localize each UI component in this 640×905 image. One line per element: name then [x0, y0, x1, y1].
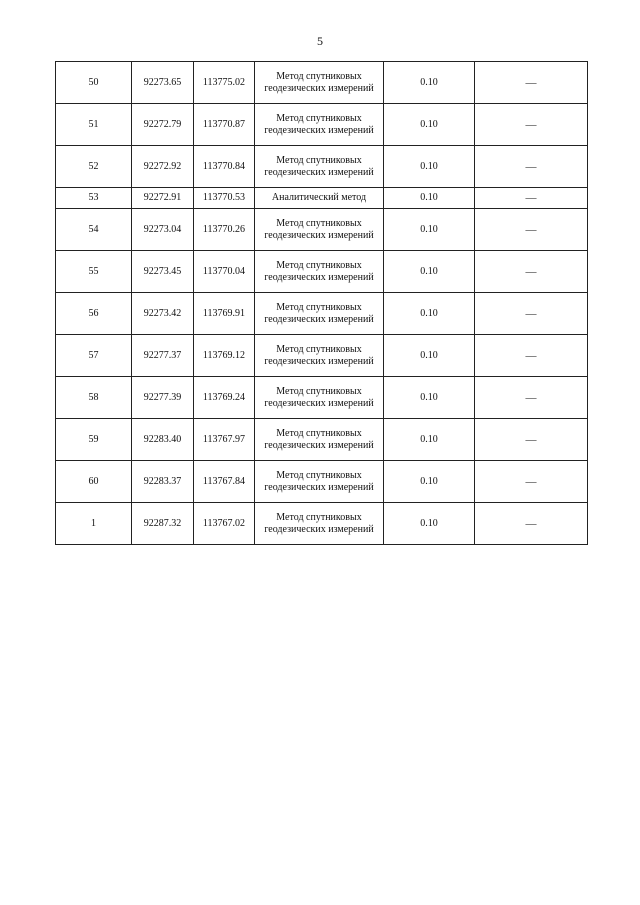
table-row: [56, 104, 588, 146]
method-cell: Метод спутниковых геодезических измерений: [255, 209, 384, 251]
method-cell: Метод спутниковых геодезических измерений: [255, 419, 384, 461]
note-cell: —: [475, 251, 588, 293]
x-coordinate-cell: 92272.92: [132, 146, 194, 188]
y-coordinate-cell: 113769.24: [194, 377, 255, 419]
point-number-cell: 51: [56, 104, 132, 146]
method-cell: Метод спутниковых геодезических измерений: [255, 503, 384, 545]
x-coordinate-cell: 92273.45: [132, 251, 194, 293]
note-cell: —: [475, 209, 588, 251]
table-row: [56, 146, 588, 188]
point-number-cell: 53: [56, 188, 132, 209]
x-coordinate-cell: 92273.04: [132, 209, 194, 251]
table-row: [56, 293, 588, 335]
point-number-cell: 56: [56, 293, 132, 335]
method-cell: Метод спутниковых геодезических измерений: [255, 104, 384, 146]
accuracy-cell: 0.10: [384, 62, 475, 104]
method-cell: Аналитический метод: [255, 188, 384, 209]
y-coordinate-cell: 113775.02: [194, 62, 255, 104]
accuracy-cell: 0.10: [384, 188, 475, 209]
point-number-cell: 57: [56, 335, 132, 377]
accuracy-cell: 0.10: [384, 209, 475, 251]
y-coordinate-cell: 113767.97: [194, 419, 255, 461]
point-number-cell: 59: [56, 419, 132, 461]
coordinates-table: [55, 61, 588, 545]
method-cell: Метод спутниковых геодезических измерений: [255, 461, 384, 503]
table-row: [56, 62, 588, 104]
y-coordinate-cell: 113770.53: [194, 188, 255, 209]
method-cell: Метод спутниковых геодезических измерений: [255, 146, 384, 188]
x-coordinate-cell: 92272.79: [132, 104, 194, 146]
table-row: [56, 251, 588, 293]
note-cell: —: [475, 503, 588, 545]
accuracy-cell: 0.10: [384, 335, 475, 377]
accuracy-cell: 0.10: [384, 104, 475, 146]
y-coordinate-cell: 113770.26: [194, 209, 255, 251]
y-coordinate-cell: 113767.84: [194, 461, 255, 503]
note-cell: —: [475, 377, 588, 419]
note-cell: —: [475, 461, 588, 503]
note-cell: —: [475, 188, 588, 209]
accuracy-cell: 0.10: [384, 293, 475, 335]
method-cell: Метод спутниковых геодезических измерений: [255, 335, 384, 377]
y-coordinate-cell: 113770.04: [194, 251, 255, 293]
note-cell: —: [475, 293, 588, 335]
accuracy-cell: 0.10: [384, 251, 475, 293]
point-number-cell: 55: [56, 251, 132, 293]
x-coordinate-cell: 92283.37: [132, 461, 194, 503]
method-cell: Метод спутниковых геодезических измерений: [255, 62, 384, 104]
method-cell: Метод спутниковых геодезических измерений: [255, 293, 384, 335]
x-coordinate-cell: 92272.91: [132, 188, 194, 209]
method-cell: Метод спутниковых геодезических измерений: [255, 251, 384, 293]
table-row: [56, 209, 588, 251]
x-coordinate-cell: 92273.65: [132, 62, 194, 104]
y-coordinate-cell: 113769.91: [194, 293, 255, 335]
table-row: [56, 335, 588, 377]
y-coordinate-cell: 113769.12: [194, 335, 255, 377]
table-row: [56, 377, 588, 419]
accuracy-cell: 0.10: [384, 377, 475, 419]
point-number-cell: 52: [56, 146, 132, 188]
x-coordinate-cell: 92273.42: [132, 293, 194, 335]
note-cell: —: [475, 104, 588, 146]
point-number-cell: 50: [56, 62, 132, 104]
accuracy-cell: 0.10: [384, 419, 475, 461]
accuracy-cell: 0.10: [384, 461, 475, 503]
point-number-cell: 1: [56, 503, 132, 545]
y-coordinate-cell: 113767.02: [194, 503, 255, 545]
point-number-cell: 60: [56, 461, 132, 503]
table-row: [56, 461, 588, 503]
accuracy-cell: 0.10: [384, 146, 475, 188]
table-row: [56, 188, 588, 209]
x-coordinate-cell: 92283.40: [132, 419, 194, 461]
note-cell: —: [475, 419, 588, 461]
y-coordinate-cell: 113770.87: [194, 104, 255, 146]
y-coordinate-cell: 113770.84: [194, 146, 255, 188]
accuracy-cell: 0.10: [384, 503, 475, 545]
point-number-cell: 54: [56, 209, 132, 251]
method-cell: Метод спутниковых геодезических измерений: [255, 377, 384, 419]
page-number: 5: [317, 34, 323, 48]
note-cell: —: [475, 335, 588, 377]
x-coordinate-cell: 92277.39: [132, 377, 194, 419]
table-row: [56, 419, 588, 461]
point-number-cell: 58: [56, 377, 132, 419]
x-coordinate-cell: 92277.37: [132, 335, 194, 377]
note-cell: —: [475, 62, 588, 104]
x-coordinate-cell: 92287.32: [132, 503, 194, 545]
table-row: [56, 503, 588, 545]
note-cell: —: [475, 146, 588, 188]
